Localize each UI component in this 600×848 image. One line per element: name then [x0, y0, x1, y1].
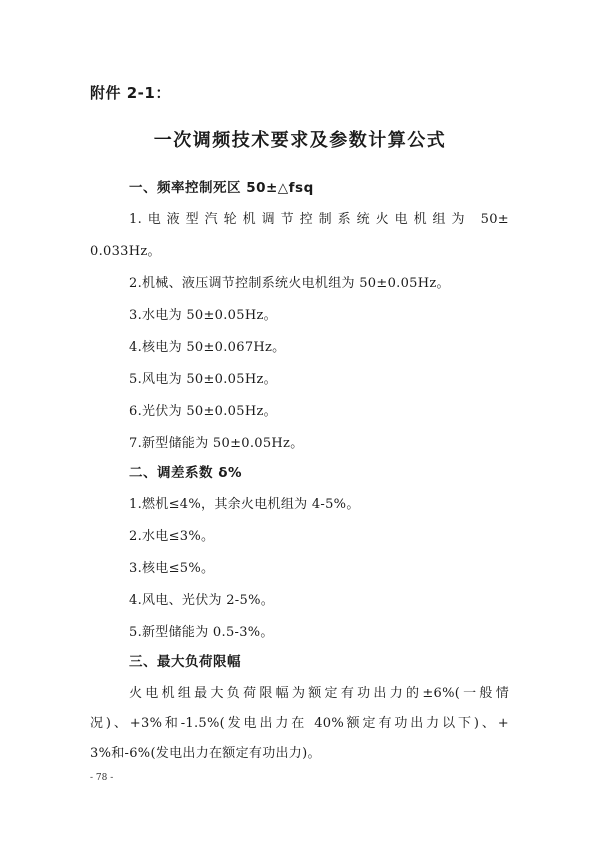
paragraph-line: 6.光伏为 50±0.05Hz。: [129, 404, 277, 419]
section-heading-3: 三、最大负荷限幅: [129, 654, 241, 670]
paragraph-line: 7.新型储能为 50±0.05Hz。: [129, 436, 304, 451]
paragraph-line: 5.风电为 50±0.05Hz。: [129, 372, 277, 387]
section-heading-1: 一、频率控制死区 50±△fsq: [129, 180, 314, 196]
paragraph-line: 况)、+3%和-1.5%(发电出力在 40%额定有功出力以下)、+: [90, 716, 509, 731]
paragraph-line: 3%和-6%(发电出力在额定有功出力)。: [90, 746, 321, 761]
paragraph-line: 4.核电为 50±0.067Hz。: [129, 340, 286, 355]
paragraph-line: 3.水电为 50±0.05Hz。: [129, 308, 277, 323]
paragraph-line: 5.新型储能为 0.5-3%。: [129, 625, 274, 640]
paragraph-line: 0.033Hz。: [90, 244, 161, 259]
paragraph-line: 3.核电≤5%。: [129, 561, 215, 576]
paragraph-line: 火电机组最大负荷限幅为额定有功出力的±6%(一般情: [129, 686, 509, 701]
page-number: - 78 -: [90, 773, 114, 783]
paragraph-line: 1.燃机≤4%，其余火电机组为 4-5%。: [129, 497, 360, 512]
paragraph-line: 1.电液型汽轮机调节控制系统火电机组为 50±: [129, 212, 509, 227]
paragraph-line: 2.机械、液压调节控制系统火电机组为 50±0.05Hz。: [129, 276, 450, 291]
section-heading-2: 二、调差系数 δ%: [129, 465, 243, 481]
paragraph-line: 4.风电、光伏为 2-5%。: [129, 593, 275, 608]
document-title: 一次调频技术要求及参数计算公式: [153, 130, 447, 151]
paragraph-line: 2.水电≤3%。: [129, 529, 215, 544]
attachment-label: 附件 2-1：: [90, 84, 171, 102]
